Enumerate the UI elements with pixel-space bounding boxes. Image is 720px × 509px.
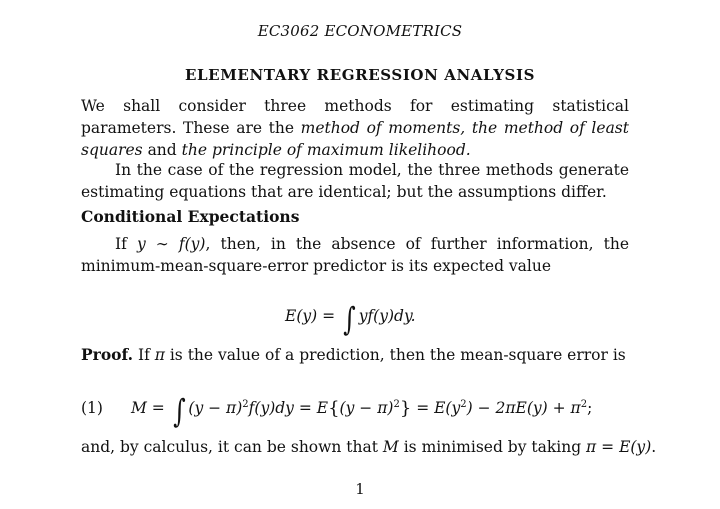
eq2-part3: (y − π) xyxy=(339,399,394,417)
eq2-part6: ; xyxy=(587,399,593,417)
eq2-square-2: 2 xyxy=(393,399,400,410)
intro-paragraph-2: In the case of the regression model, the three methods generate estimating equations that are identical; but the assumptions differ. xyxy=(81,161,629,201)
eq2-square-3: 2 xyxy=(460,399,467,410)
eq1-rhs: yf(y)dy. xyxy=(358,307,416,325)
eq2-right-brace: } xyxy=(399,398,412,419)
section-expr: y ∼ f(y) xyxy=(136,235,206,253)
proof-paragraph xyxy=(81,345,626,364)
eq2-integral-sign: ∫ xyxy=(172,392,186,430)
proof-pi: π xyxy=(154,346,165,364)
page-title: ELEMENTARY REGRESSION ANALYSIS xyxy=(185,66,535,84)
eq2-part1: (y − π) xyxy=(188,399,243,417)
eq2-part5: ) − 2πE(y) + π xyxy=(466,399,581,417)
eq2-left-brace: { xyxy=(328,398,340,419)
eq2-square-4: 2 xyxy=(580,399,588,410)
eq2-lhs: M = xyxy=(131,399,170,417)
conclusion-end: . xyxy=(651,438,657,456)
section-heading: Conditional Expectations xyxy=(81,207,300,226)
running-header: EC3062 ECONOMETRICS xyxy=(257,22,463,40)
page-number: 1 xyxy=(355,480,365,498)
conclusion-text-a: and, by calculus, it can be shown that xyxy=(81,438,383,456)
eq2-square-1: 2 xyxy=(242,399,249,410)
intro-italic-methods: method of moments, the method of least squares xyxy=(81,119,629,159)
conclusion-m: M xyxy=(382,438,399,456)
equation-number: (1) xyxy=(81,399,103,417)
eq2-part4: = E(y xyxy=(411,399,461,417)
conclusion-text-b: is minimised by taking xyxy=(398,438,587,456)
conclusion-paragraph xyxy=(81,438,656,456)
proof-label: Proof. xyxy=(81,345,134,364)
eq1-lhs: E(y) = xyxy=(285,307,341,325)
eq2-part2: f(y)dy = E xyxy=(248,399,329,417)
eq1-integral-sign: ∫ xyxy=(343,300,356,338)
intro-italic-principle: the principle of maximum likelihood. xyxy=(181,141,471,159)
equation-1-mean-square-error xyxy=(81,392,592,430)
intro-text-a: We shall consider three methods for estimating statistical parameters. These are the xyxy=(81,97,629,137)
conclusion-expr: π = E(y) xyxy=(586,438,652,456)
intro-paragraph xyxy=(81,95,629,161)
section-paragraph xyxy=(81,233,629,277)
intro-text-b: and xyxy=(142,141,182,159)
section-lead: If xyxy=(115,235,137,253)
proof-text-a: If xyxy=(133,346,155,364)
equation-expected-value xyxy=(285,300,416,338)
section-rest: , then, in the absence of further information, the minimum-mean-square-error predictor is its expected value xyxy=(81,235,630,275)
proof-text-b: is the value of a prediction, then the mean-square error is xyxy=(164,346,626,364)
